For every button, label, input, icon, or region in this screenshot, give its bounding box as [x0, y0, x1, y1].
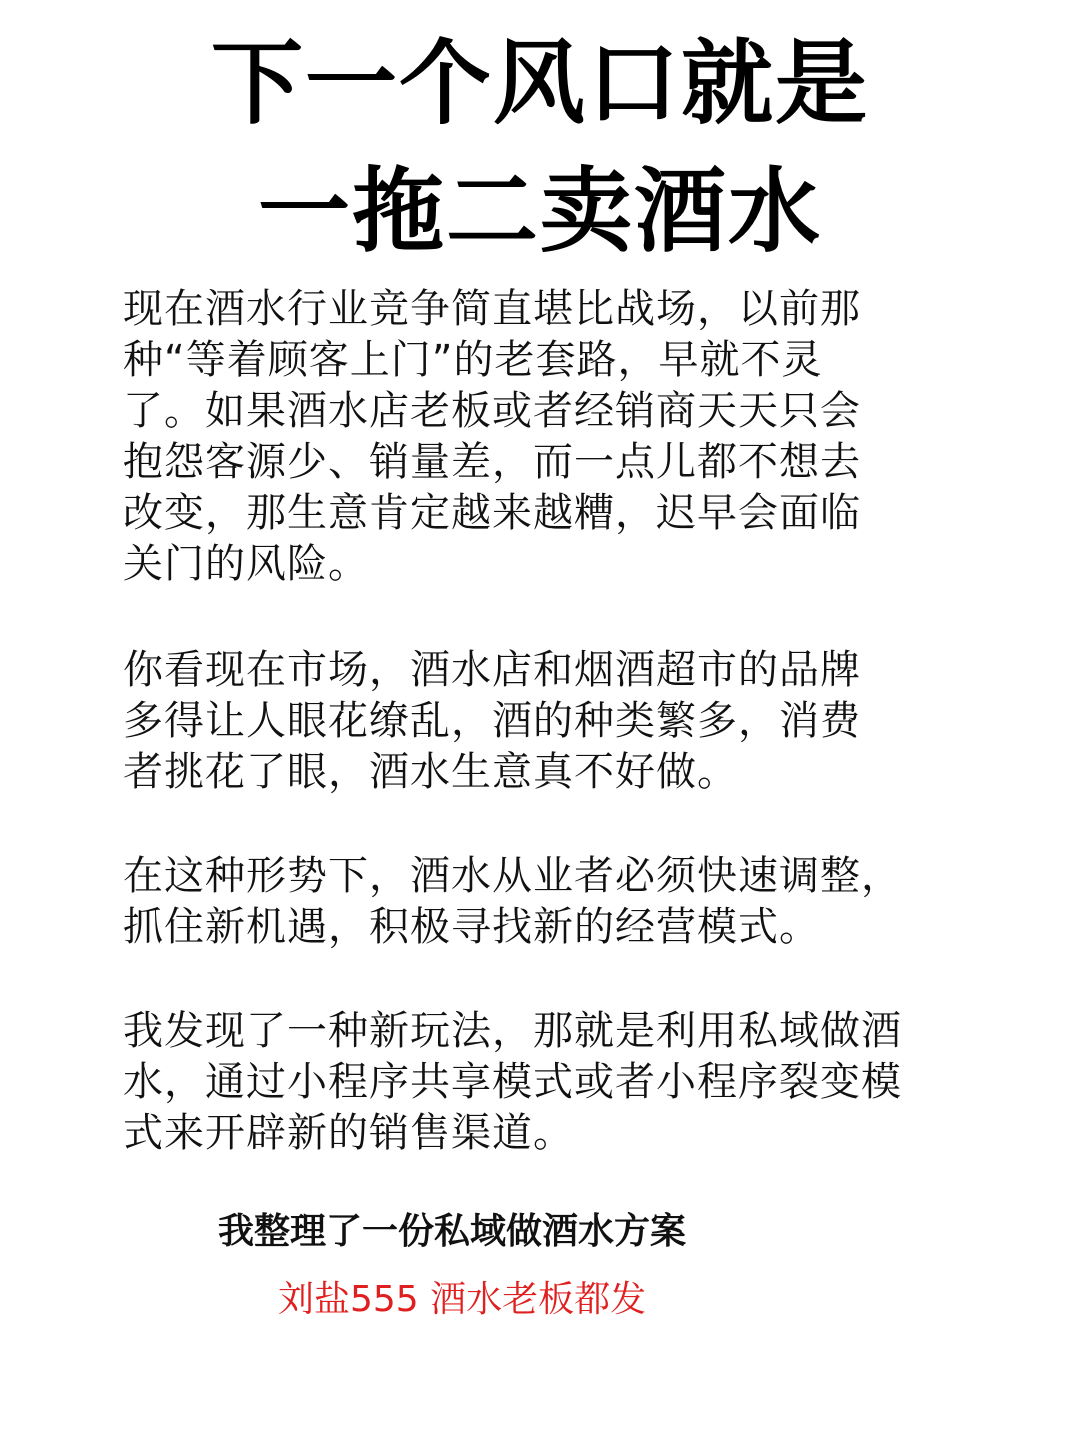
paragraph-line: 抱怨客源少、销量差，而一点儿都不想去	[123, 439, 861, 485]
paragraph-line: 我发现了一种新玩法，那就是利用私域做酒	[123, 1008, 902, 1054]
paragraph-1	[123, 284, 993, 590]
page-title-line-1: 下一个风口就是	[210, 30, 869, 137]
page-title-line-2: 一拖二卖酒水	[257, 158, 822, 265]
paragraph-line: 种“等着顾客上门”的老套路，早就不灵	[123, 337, 823, 383]
paragraph-line: 多得让人眼花缭乱，酒的种类繁多，消费	[123, 698, 861, 744]
call-to-action-text: 我整理了一份私域做酒水方案	[218, 1211, 687, 1252]
paragraph-line: 你看现在市场，酒水店和烟酒超市的品牌	[123, 647, 861, 693]
paragraph-3	[123, 851, 993, 953]
paragraph-4	[123, 1006, 993, 1159]
paragraph-line: 关门的风险。	[123, 541, 369, 587]
paragraph-line: 了。如果酒水店老板或者经销商天天只会	[123, 388, 861, 434]
paragraph-line: 在这种形势下，酒水从业者必须快速调整，	[123, 853, 902, 899]
paragraph-line: 改变，那生意肯定越来越糟，迟早会面临	[123, 490, 861, 536]
paragraph-line: 式来开辟新的销售渠道。	[123, 1110, 574, 1156]
paragraph-line: 者挑花了眼，酒水生意真不好做。	[123, 749, 738, 795]
contact-text: 刘盐555 酒水老板都发	[278, 1279, 647, 1320]
paragraph-line: 现在酒水行业竞争简直堪比战场，以前那	[123, 286, 861, 332]
paragraph-line: 抓住新机遇，积极寻找新的经营模式。	[123, 904, 820, 950]
paragraph-2	[123, 645, 993, 798]
paragraph-line: 水，通过小程序共享模式或者小程序裂变模	[123, 1059, 902, 1105]
